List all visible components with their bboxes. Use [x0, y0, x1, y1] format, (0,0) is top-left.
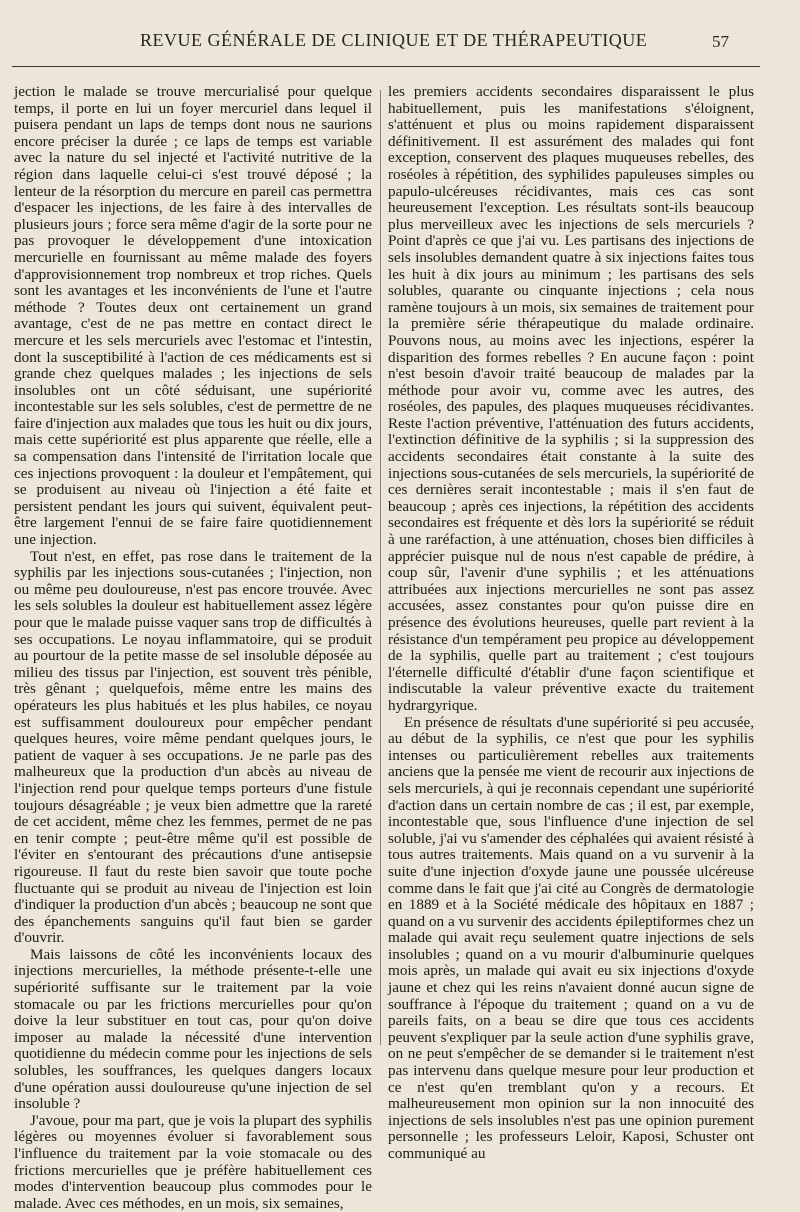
page-number: 57	[712, 32, 729, 51]
paragraph: les premiers accidents secondaires disparaissent le plus habituellement, puis les manifestations s'éloignent, s'atténuent et plus ou moins rapidement disparaissent définitivement. Il est assurément des malades qui font exception, conservent des plaques muqueuses rebelles, des roséoles à répétition, des syphilides papuleuses simples ou papulo-ulcéreuses récidivantes, mais ces cas sont heureusement l'exception. Les résultats sont-ils beaucoup plus merveilleux avec les injections de sels mercuriels ? Point d'après ce que j'ai vu. Les partisans des injections de sels insolubles demandent quatre à six injections faites tous les huit à dix jours au minimum ; les partisans des sels solubles, quarante ou cinquante injections ; cela nous ramène toujours à un mois, six semaines de traitement pour la première série thérapeutique du malade ordinaire. Pouvons nous, au moins avec les injections, espérer la disparition des formes rebelles ? En aucune façon : point n'est besoin d'avoir traité beaucoup de malades par la méthode pour avoir vu, comme avec les autres, des roséoles, des papules, des plaques muqueuses récidivantes. Reste l'action préventive, l'atténuation des futurs accidents, l'extinction définitive de la syphilis ; si la suppression des accidents secondaires était constante à la suite des injections sous-cutanées de sels mercuriels, la supériorité de ces dernières serait incontestable ; mais il s'en faut de beaucoup ; après ces injections, la répétition des accidents secondaires est fréquente et dès lors la supériorité se réduit à une raréfaction, à une atténuation, choses bien difficiles à apprécier puisque nul de nous n'est capable de prédire, à coup sûr, l'avenir d'une syphilis ; et les atténuations attribuées aux injections mercurielles ne sont pas assez accusées, assez constantes pour qu'on puisse dire en présence des évolutions heureuses, quelle part revient à la résistance d'un tempérament peu propice au développement de la syphilis, quelle part au traitement ; c'est toujours l'éternelle difficulté d'établir d'une façon scientifique et indiscutable la valeur préventive exacte du traitement hydrargyrique.	[388, 83, 754, 714]
paragraph: Tout n'est, en effet, pas rose dans le traitement de la syphilis par les injections sous-cutanées ; l'injection, non ou même peu douloureuse, n'est pas encore trouvée. Avec les sels solubles la douleur est habituellement assez légère pour que le malade puisse vaquer sans trop de difficultés à ses occupations. Le noyau inflammatoire, qui se produit au pourtour de la petite masse de sel insoluble déposée au milieu des tissus par l'injection, est souvent très pénible, très gênant ; quelquefois, même entre les mains des opérateurs les plus habitués et les plus habiles, ce noyau est suffisamment douloureux pour empêcher pendant quelques heures, voire même pendant quelques jours, le patient de vaquer à ses occupations. Je ne parle pas des malheureux que la production d'un abcès au niveau de l'injection rend pour quelque temps porteurs d'une fistule toujours désagréable ; je veux bien admettre que la rareté de cet accident, même chez les femmes, permet de ne pas en tenir compte ; peut-être même qu'il est possible de l'éviter en s'entourant des précautions d'une antisepsie rigoureuse. Il faut du reste bien savoir que toute poche fluctuante qui se produit au niveau de l'injection est loin d'indiquer la production d'un abcès ; beaucoup ne sont que des épanchements sanguins qu'il faut bien se garder d'ouvrir.	[14, 547, 372, 947]
left-column	[14, 84, 372, 1212]
paragraph: Mais laissons de côté les inconvénients locaux des injections mercurielles, la méthode présente-t-elle une supériorité suffisante sur le traitement par la voie stomacale ou par les frictions mercurielles pour qu'on doive la leur substituer en tout cas, pour qu'on doive imposer au malade la nécessité d'une intervention quotidienne du médecin comme pour les injections de sels solubles, les souffrances, les quelques dangers locaux d'une opération aussi douloureuse qu'une injection de sel insoluble ?	[14, 945, 372, 1113]
paragraph: jection le malade se trouve mercurialisé pour quelque temps, il porte en lui un foyer mercuriel dans lequel il puisera pendant un laps de temps dont nous ne saurions encore préciser la durée ; ce laps de temps est variable avec la nature du sel injecté et l'activité nutritive de la région dans laquelle celui-ci s'est trouvé déposé ; la lenteur de la résorption du mercure en pareil cas permettra d'espacer les injections, de les faire à des intervalles de plusieurs jours ; force sera même d'agir de la sorte pour ne pas provoquer le développement d'une intoxication mercurielle en fournissant au même malade des foyers d'approvisionnement trop nombreux et trop riches. Quels sont les avantages et les inconvénients de l'une et l'autre méthode ? Toutes deux ont certainement un grand avantage, c'est de ne pas mettre en contact direct le mercure et les sels mercuriels avec l'estomac et l'intestin, dont la susceptibilité à l'action de ces médicaments est si grande chez quelques malades ; les injections de sels insolubles ont un côté séduisant, une supériorité incontestable sur les sels solubles, c'est de permettre de ne faire d'injection aux malades que tous les huit ou dix jours, mais cette supériorité est plus apparente que réelle, elle a sa compensation dans l'intensité de l'irritation locale que ces injections provoquent : la douleur et l'empâtement, qui se produisent au niveau où l'injection a été faite et persistent pendant les jours qui suivent, équivalent peut-être largement l'ennui de se faire faire quotidiennement une injection.	[14, 83, 372, 549]
paragraph: En présence de résultats d'une supériorité si peu accusée, au début de la syphilis, ce n'est que pour les syphilis intenses ou particulièrement rebelles aux traitements anciens que la pensée me vient de recourir aux injections de sels mercuriels, à qui je reconnais cependant une supériorité d'action dans un certain nombre de cas ; il est, par exemple, incontestable que, sous l'influence d'une injection de sel soluble, j'ai vu s'amender des céphalées qui avaient résisté à tous autres traitements. Mais quand on a vu survenir à la suite d'une injection d'oxyde jaune une poussée ulcéreuse comme dans le fait que j'ai cité au Congrès de dermatologie en 1889 et à la Société médicale des hôpitaux en 1887 ; quand on a vu survenir des accidents épileptiformes chez un malade qui avait reçu seulement quatre injections de sels insolubles ; quand on a vu mourir d'albuminurie quelques mois après, un malade qui avait eu six injections d'oxyde jaune et chez qui les reins n'avaient donné aucun signe de souffrance à l'époque du traitement ; quand on a vu de pareils faits, on a beau se dire que tous ces accidents peuvent s'expliquer par la seule action d'une syphilis grave, on ne peut s'empêcher de se demander si le traitement n'est pas intervenu dans quelque mesure pour leur production et ce n'est qu'en tremblant qu'on y a recours. Et malheureusement mon opinion sur la non innocuité des injections de sels insolubles n'est pas une opinion purement personnelle ; les professeurs Leloir, Kaposi, Schuster ont communiqué au	[388, 713, 754, 1162]
column-divider	[380, 90, 381, 1045]
right-column	[388, 84, 754, 1163]
page-header	[0, 28, 800, 58]
paragraph: J'avoue, pour ma part, que je vois la plupart des syphilis légères ou moyennes évoluer si favorablement sous l'influence du traitement par la voie stomacale ou des frictions mercurielles que je préfère habituellement ces modes d'intervention beaucoup plus commodes pour le malade. Avec ces méthodes, en un mois, six semaines,	[14, 1111, 372, 1212]
header-rule	[12, 66, 760, 67]
running-title: REVUE GÉNÉRALE DE CLINIQUE ET DE THÉRAPEUTIQUE	[140, 30, 648, 50]
